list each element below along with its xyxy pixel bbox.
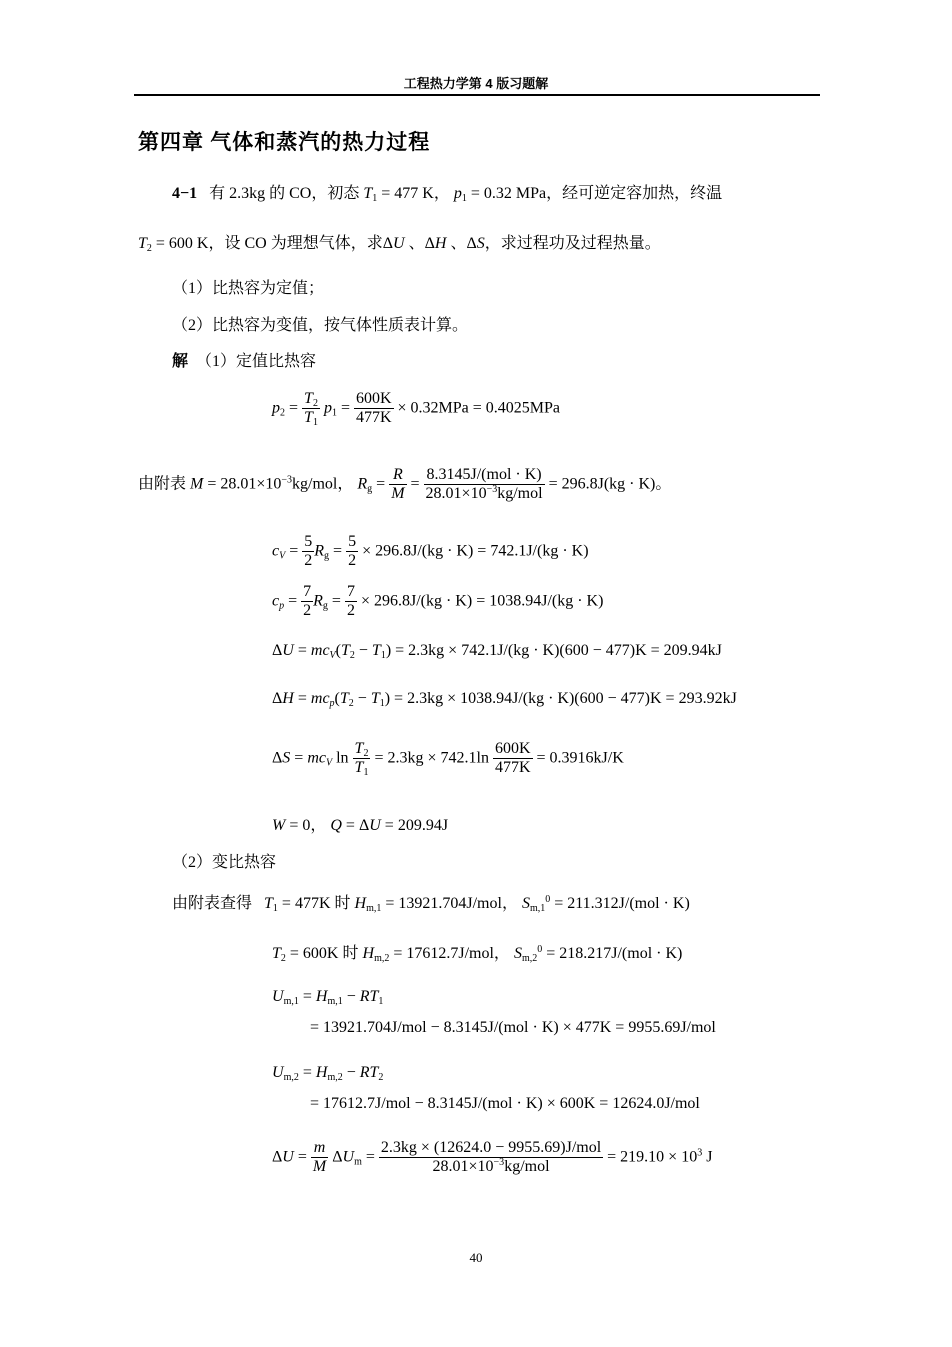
eq-um2-value: = 17612.7J/mol − 8.3145J/(mol · K) × 600K = 12624.0J/mol <box>310 1095 700 1112</box>
p2-numerator: 600K <box>354 390 394 409</box>
ds-numerator: 600K <box>493 740 533 759</box>
page-number: 40 <box>469 1250 483 1265</box>
w-value: = 0， <box>289 817 327 834</box>
q-value: = 209.94J <box>384 817 449 834</box>
lookup-text: 由附表查得 <box>172 895 253 912</box>
ds-middle: = 2.3kg × 742.1ln <box>374 749 489 767</box>
eq-m-rg: 由附表 $M = 28.01\times 10^{-3}kg$/mol， $R_g$ = $\frac{R}{M}$ = $\frac{\text{8.3145J/(mol · K)}}{28.01\times 10^{-3}kg/mol}$ = 296.8J(kg · K)。 <box>138 466 672 503</box>
p2-denominator: 477K <box>355 409 392 427</box>
du-result: = 2.3kg × 742.1J/(kg · K)(600 − 477)K = 209.94kJ <box>395 642 722 659</box>
appendix-text: 由附表 <box>138 475 187 493</box>
dum-result: = 219.10 × 10 <box>607 1148 698 1166</box>
chapter-title: 第四章 气体和蒸汽的热力过程 <box>138 130 431 154</box>
eq-du-var: ΔU = $\frac{m}{M}$ $\Delta U_m$ = $\frac{\text{2.3kg × (12624.0 − 9955.69)J/mol}}{28.01\times 10^{-3}kg/mol}$ = $219.10 \times 10^3$ J <box>272 1139 713 1176</box>
p1-value: = 0.32 MPa <box>470 185 547 202</box>
problem-text-d: ，求过程功及过程热量。 <box>484 235 661 252</box>
problem-text: 有 2.3kg 的 CO，初态 <box>209 185 360 202</box>
eq-cv: $c_V$ = $\frac{5}{2}$ $R_g$ = $\frac{5}{2}$ × 296.8J/(kg · K) = 742.1J/(kg · K) <box>272 533 589 570</box>
problem-text-b: ，经可逆定容加热，终温 <box>546 185 723 202</box>
solution-part-1 <box>172 348 316 371</box>
hm2-value: = 17612.7J/mol， <box>393 945 510 962</box>
eq-dh: $\Delta H = mc_p(T_2 - T_1) = 2.3kg \times 1038.94J/(kg \cdot K)(600 - 477)K = 293.92kJ$ <box>272 690 737 709</box>
eq-lookup-2: $T_2 = 600K$ 时 $H_{m,2} = 17612.7J/mol$， $S_{m,2}^0 = 218.217J/(mol \cdot K)$ <box>272 944 683 964</box>
lookup-t1: = 477K 时 <box>281 895 351 912</box>
problem-text-c: ，设 CO 为理想气体，求 <box>208 235 383 252</box>
dum-denominator: $28.01\times 10^{-3}kg$/mol <box>432 1157 550 1176</box>
rg-numerator: 8.3145J/(mol · K) <box>424 466 545 485</box>
solution-label: 解 <box>172 353 189 370</box>
ds-result: = 0.3916kJ/K <box>536 749 624 767</box>
lookup-t2: = 600K 时 <box>289 945 359 962</box>
eq-um1-value: = 13921.704J/mol − 8.3145J/(mol · K) × 477K = 9955.69J/mol <box>310 1019 716 1036</box>
dh-result: = 2.3kg × 1038.94J/(kg · K)(600 − 477)K = 293.92kJ <box>394 690 737 707</box>
problem-item-1: （1）比热容为定值； <box>172 280 325 297</box>
eq-lookup-1: 由附表查得 $T_1 = 477K$ 时 $H_{m,1} = 13921.704J/mol$， $S_{m,1}^0 = 211.312J/(mol \cdot K)$ <box>172 894 690 914</box>
hm1-value: = 13921.704J/mol， <box>385 895 518 912</box>
eq-wq: W = 0， Q = ΔU = 209.94J <box>272 817 449 834</box>
header-rule <box>134 94 820 96</box>
dum-numerator: 2.3kg × (12624.0 − 9955.69)J/mol <box>379 1139 603 1158</box>
eq-p2: $p_2$ = $\frac{T_2}{T_1}$ $p_1$ = $\frac{600K}{477K}$ × 0.32MPa = 0.4025MPa <box>272 390 561 429</box>
cp-result: × 296.8J/(kg · K) = 1038.94J/(kg · K) <box>360 592 604 610</box>
eq-ds: $\Delta S = mc_V$ ln $\frac{T_2}{T_1}$ = 2.3kg × 742.1ln $\frac{600K}{477K}$ = 0.3916kJ/K <box>272 740 624 779</box>
molar-mass-unit: kg/mol， <box>292 475 354 493</box>
ds-denominator: 477K <box>494 759 531 777</box>
problem-line-1: 4−1 有 2.3kg 的 CO，初态 $T_1 = 477$ K， $p_1 = 0.32$ MPa，经可逆定容加热，终温 <box>172 185 723 204</box>
rg-result: = 296.8J(kg · K)。 <box>548 475 672 493</box>
sm1-value: = 211.312J/(mol · K) <box>554 895 690 912</box>
eq-um1: $U_{m,1} = H_{m,1} - RT_1$ <box>272 988 384 1007</box>
page-header: 工程热力学第 4 版习题解 <box>403 76 549 91</box>
eq-cp: $c_p$ = $\frac{7}{2}$ $R_g$ = $\frac{7}{2}$ × 296.8J/(kg · K) = 1038.94J/(kg · K) <box>272 583 604 620</box>
problem-number: 4−1 <box>172 185 198 202</box>
eq-um2: $U_{m,2} = H_{m,2} - RT_2$ <box>272 1064 384 1083</box>
problem-item-2: （2）比热容为变值，按气体性质表计算。 <box>172 317 469 334</box>
p2-result: × 0.32MPa = 0.4025MPa <box>397 399 561 417</box>
rg-denominator: $28.01\times 10^{-3}kg$/mol <box>425 484 543 503</box>
eq-du: $\Delta U = mc_V(T_2 - T_1) = 2.3kg \times 742.1J/(kg \cdot K)(600 - 477)K = 209.94kJ$ <box>272 642 722 661</box>
solution-part-2: （2）变比热容 <box>172 854 277 871</box>
solution-part1-text: （1）定值比热容 <box>196 353 317 370</box>
sm2-value: = 218.217J/(mol · K) <box>546 945 683 962</box>
molar-mass: = 28.01×10 <box>207 475 282 493</box>
problem-line-2: $T_2 = 600$ K，设 CO 为理想气体，求ΔU 、ΔH 、ΔS，求过程功及过程热量。 <box>138 235 661 254</box>
t2-value: = 600 K <box>155 235 209 252</box>
cv-result: × 296.8J/(kg · K) = 742.1J/(kg · K) <box>362 542 589 560</box>
t1-value: = 477 K， <box>381 185 450 202</box>
